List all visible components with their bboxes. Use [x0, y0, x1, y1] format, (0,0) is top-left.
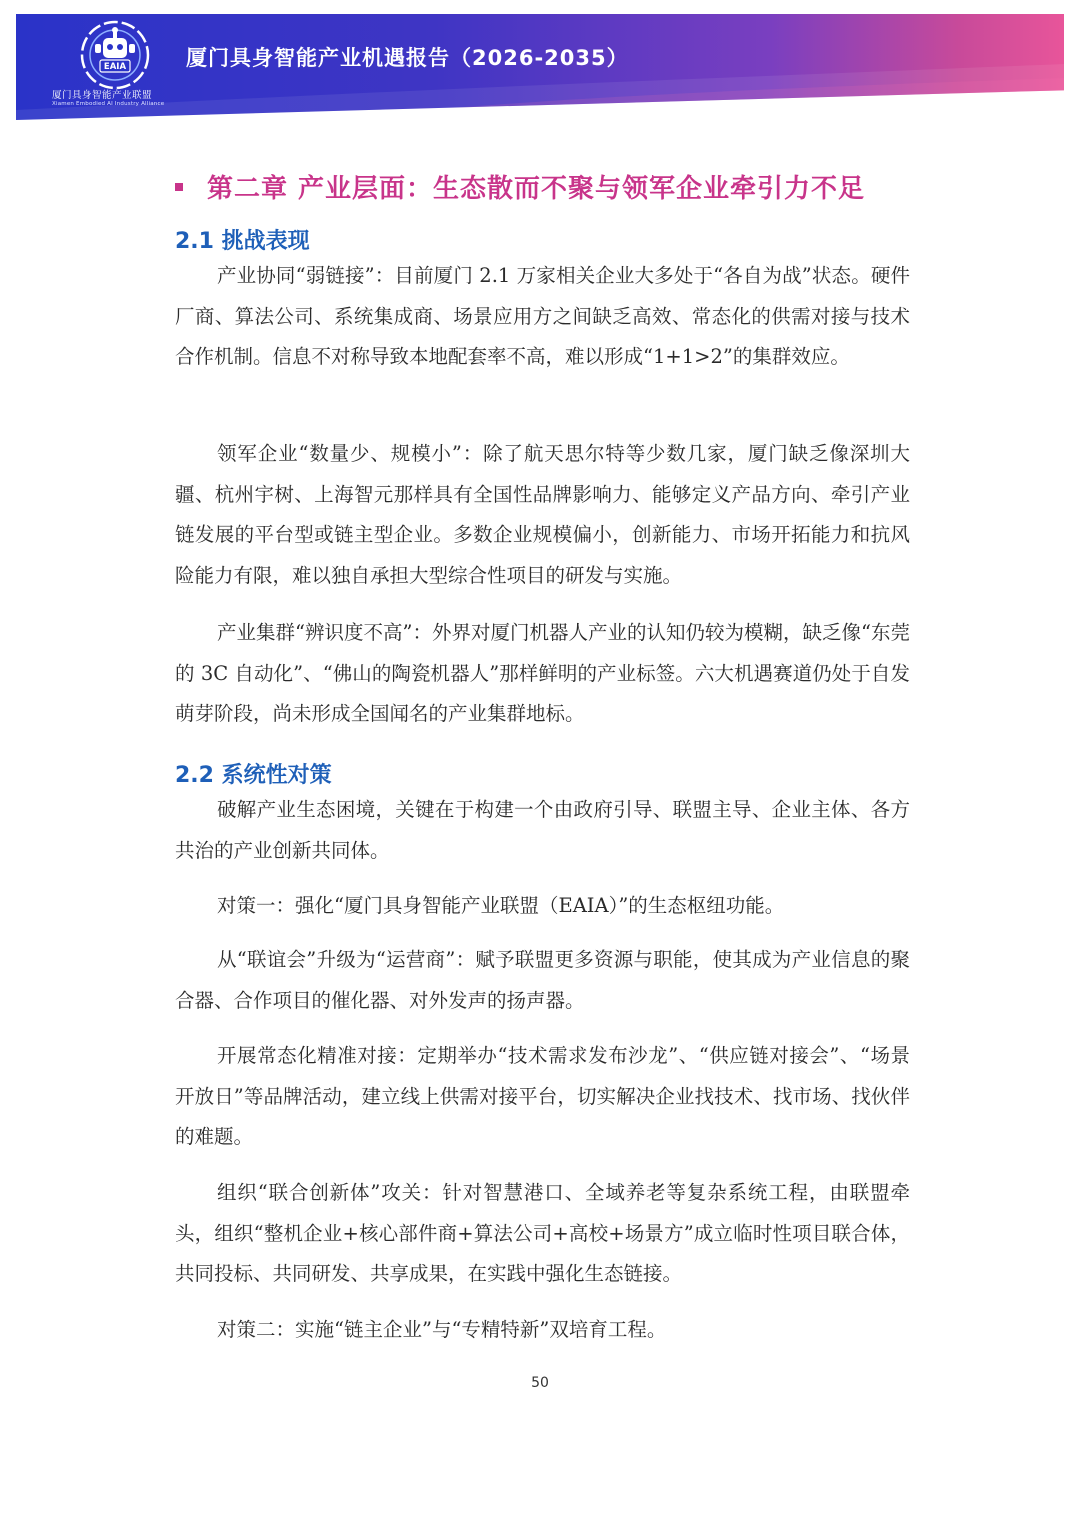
chapter-title-text: 第二章 产业层面：生态散而不聚与领军企业牵引力不足: [207, 174, 866, 204]
paragraph: 组织“联合创新体”攻关：针对智慧港口、全域养老等复杂系统工程，由联盟牵头，组织“整机企业+核心部件商+算法公司+高校+场景方”成立临时性项目联合体，共同投标、共同研发、共享成果，在实践中强化生态链接。: [175, 1181, 910, 1285]
section-title: 2.1 挑战表现: [175, 229, 310, 254]
section-title: 2.2 系统性对策: [175, 763, 332, 788]
logo-text: EAIA: [103, 62, 127, 72]
chapter-title: [175, 168, 865, 205]
paragraph: 破解产业生态困境，关键在于构建一个由政府引导、联盟主导、企业主体、各方共治的产业创新共同体。: [175, 798, 910, 862]
paragraph: 从“联谊会”升级为“运营商”：赋予联盟更多资源与职能，使其成为产业信息的聚合器、合作项目的催化器、对外发声的扬声器。: [175, 948, 910, 1012]
paragraph: 产业集群“辨识度不高”：外界对厦门机器人产业的认知仍较为模糊，缺乏像“东莞的 3C 自动化”、“佛山的陶瓷机器人”那样鲜明的产业标签。六大机遇赛道仍处于自发萌芽阶段，尚未形成全国闻名的产业集群地标。: [175, 621, 910, 725]
alliance-name-en: Xiamen Embodied AI Industry Alliance: [52, 101, 165, 107]
paragraph: 开展常态化精准对接：定期举办“技术需求发布沙龙”、“供应链对接会”、“场景开放日”等品牌活动，建立线上供需对接平台，切实解决企业找技术、找市场、找伙伴的难题。: [175, 1044, 910, 1148]
alliance-name-cn: 厦门具身智能产业联盟: [52, 90, 153, 101]
alliance-name: [52, 90, 212, 108]
page-number: 50: [531, 1375, 549, 1391]
report-title: 厦门具身智能产业机遇报告（2026-2035）: [186, 46, 629, 70]
paragraph: 领军企业“数量少、规模小”：除了航天思尔特等少数几家，厦门缺乏像深圳大疆、杭州宇树、上海智元那样具有全国性品牌影响力、能够定义产品方向、牵引产业链发展的平台型或链主型企业。多数企业规模偏小，创新能力、市场开拓能力和抗风险能力有限，难以独自承担大型综合性项目的研发与实施。: [175, 442, 910, 587]
paragraph: 对策二：实施“链主企业”与“专精特新”双培育工程。: [217, 1318, 667, 1341]
paragraph: 对策一：强化“厦门具身智能产业联盟（EAIA）”的生态枢纽功能。: [217, 894, 785, 917]
square-bullet-icon: [175, 183, 183, 191]
eaia-logo-icon: [78, 18, 152, 92]
paragraph: 产业协同“弱链接”：目前厦门 2.1 万家相关企业大多处于“各自为战”状态。硬件厂商、算法公司、系统集成商、场景应用方之间缺乏高效、常态化的供需对接与技术合作机制。信息不对称导致本地配套率不高，难以形成“1+1>2”的集群效应。: [175, 264, 910, 368]
